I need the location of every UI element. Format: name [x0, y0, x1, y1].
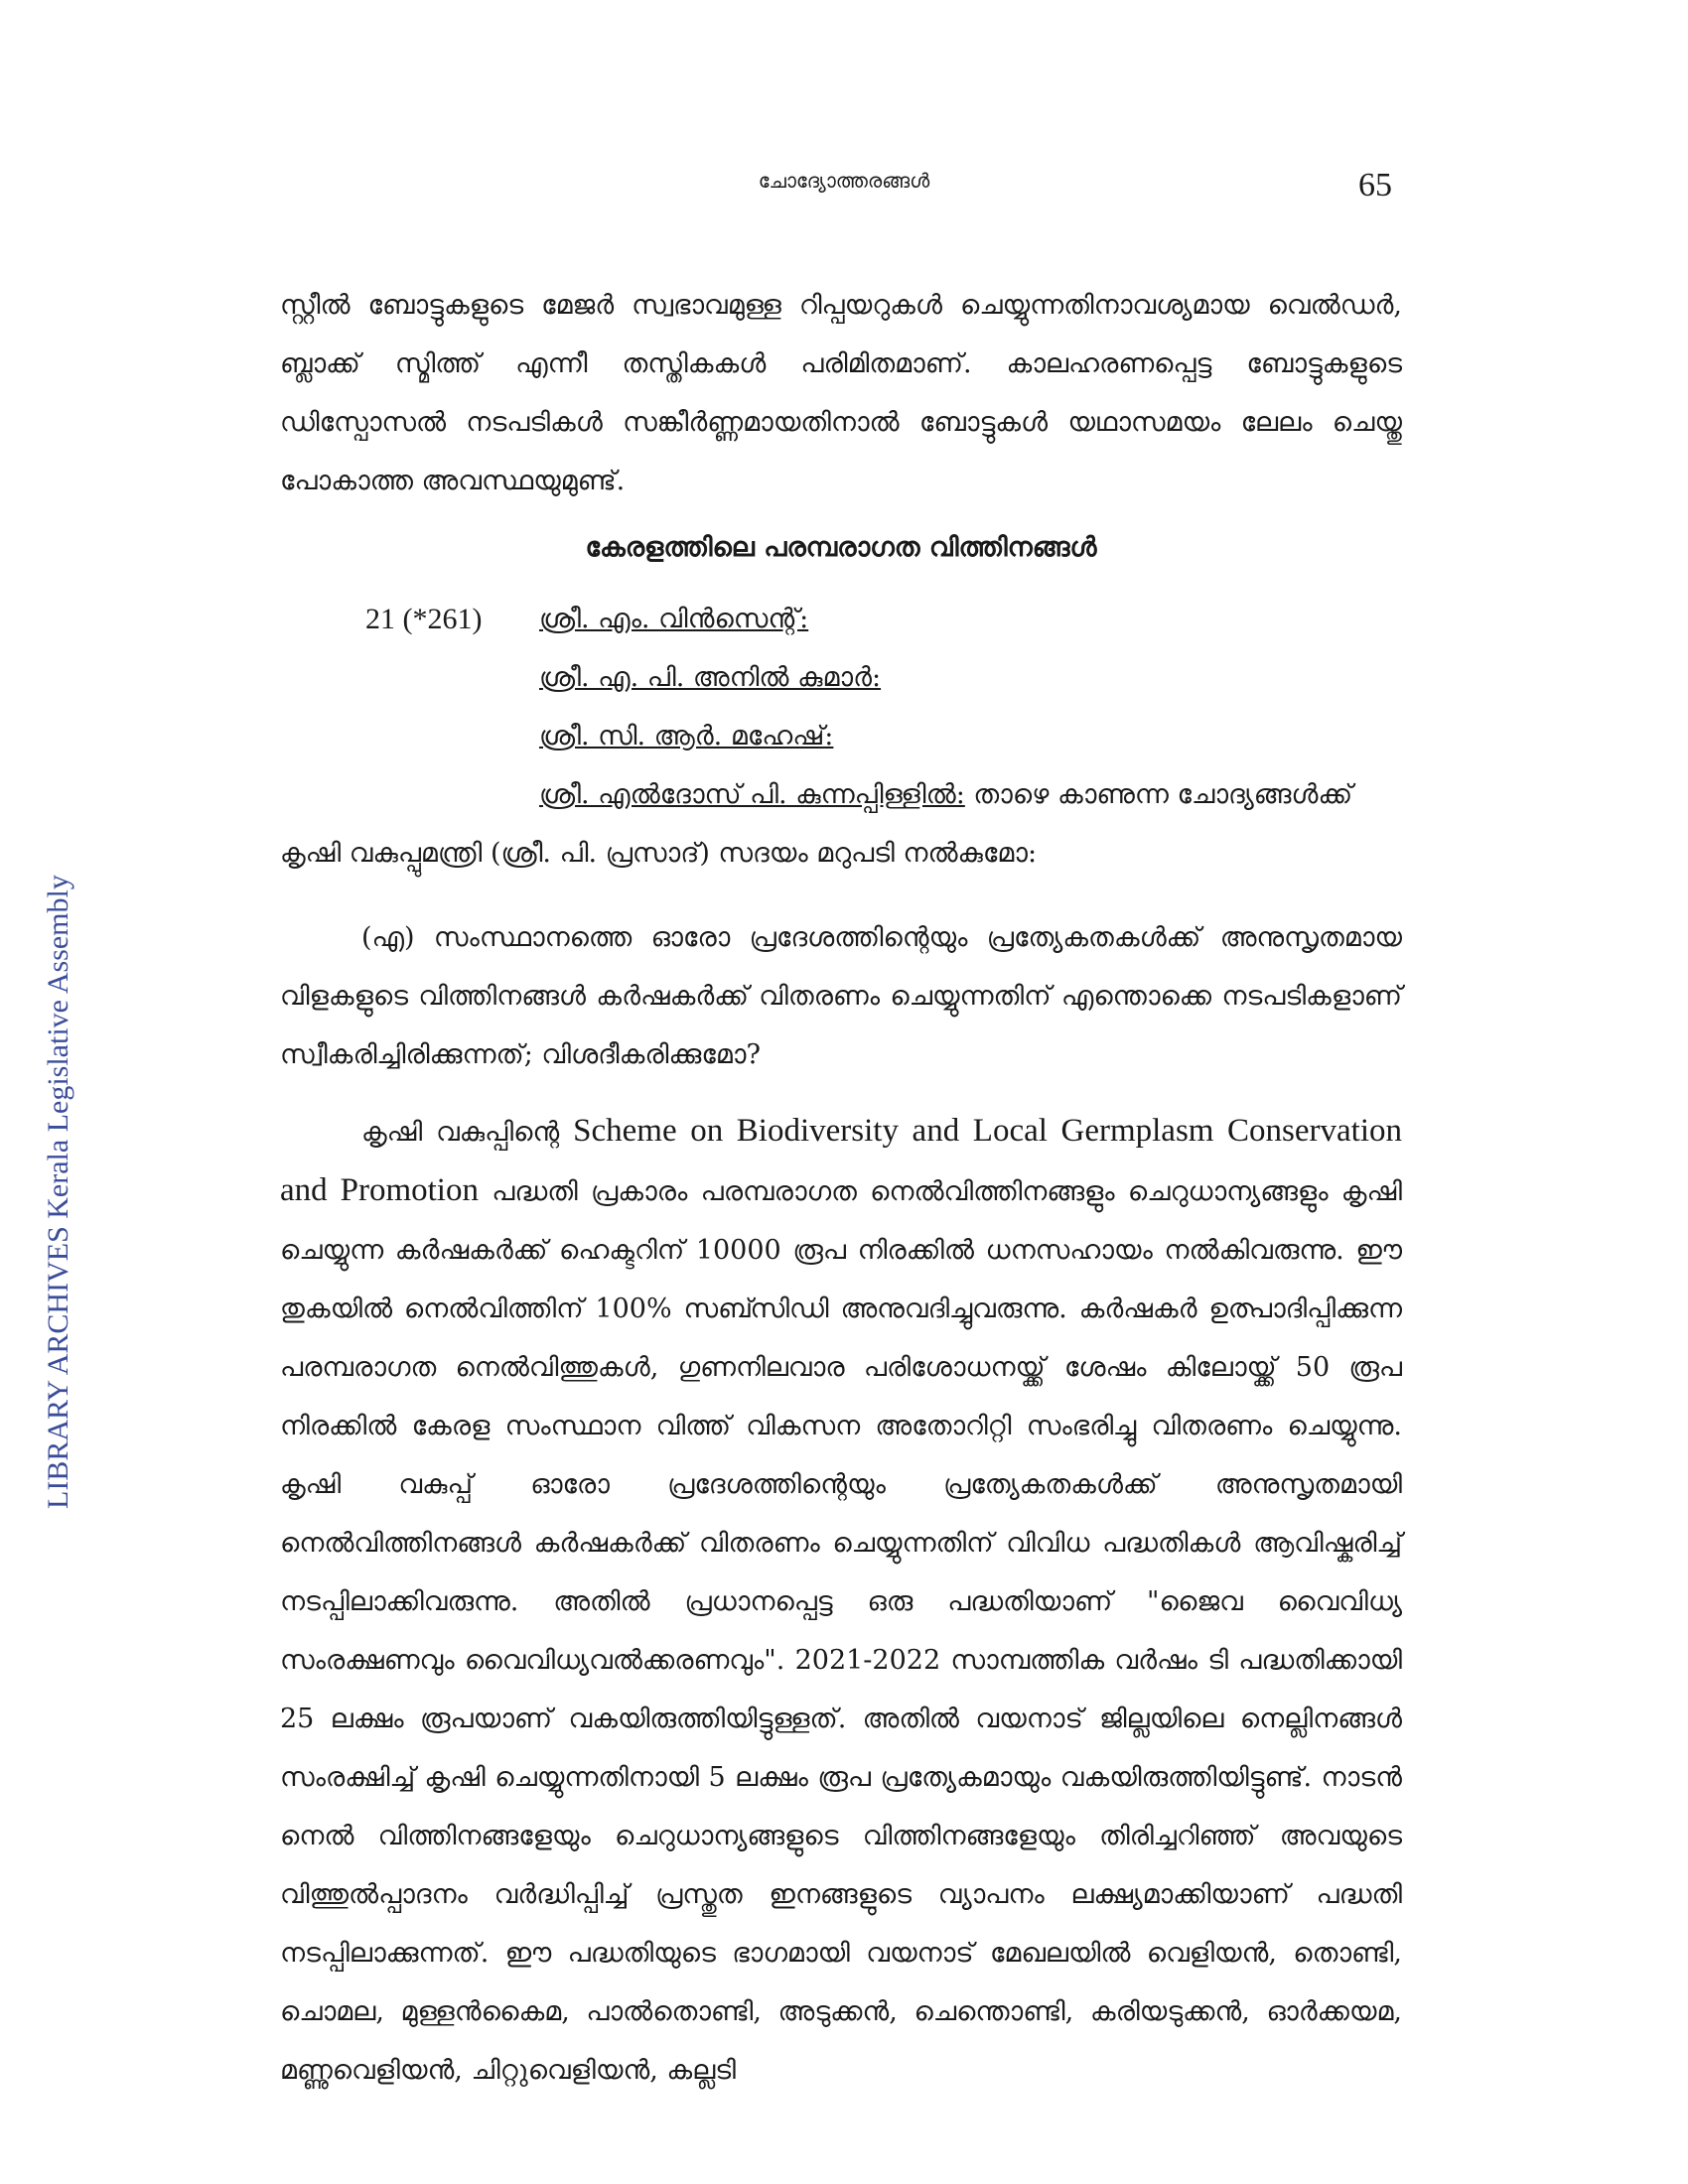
member-row [280, 765, 1402, 824]
member-name: ശ്രീ. എൽദോസ് പി. കുന്നപ്പിള്ളിൽ: [539, 779, 965, 810]
section-heading: കേരളത്തിലെ പരമ്പരാഗത വിത്തിനങ്ങൾ [585, 532, 1097, 563]
page-number: 65 [1358, 167, 1392, 204]
question-header-row [280, 590, 1402, 648]
question-block [280, 590, 1402, 883]
member-name: ശ്രീ. എം. വിൻസെന്റ്: [539, 604, 809, 634]
scheme-name: Scheme on Biodiversity and Local Germplasm Conservation and Promotion [280, 1113, 1403, 1208]
minister-line: കൃഷി വകുപ്പുമന്ത്രി (ശ്രീ. പി. പ്രസാദ്) സദയം മറുപടി നൽകുമോ: [280, 838, 1038, 869]
member-row [280, 648, 1402, 707]
member-name: ശ്രീ. എ. പി. അനിൽ കുമാർ: [539, 662, 882, 693]
page-content [280, 276, 1402, 2100]
answer-paragraph [280, 1102, 1402, 2100]
intro-paragraph: സ്റ്റീൽ ബോട്ടുകളുടെ മേജർ സ്വഭാവമുള്ള റിപ്പയറുകൾ ചെയ്യുന്നതിനാവശ്യമായ വെൽഡർ, ബ്ലാക്ക് സ്മിത്ത് എന്നീ തസ്തികകൾ പരിമിതമാണ്. കാലഹരണപ്പെട്ട ബോട്ടുകളുടെ ഡിസ്പോസൽ നടപടികൾ സങ്കീർണ്ണമായതിനാൽ ബോട്ടുകൾ യഥാസമയം ലേലം ചെയ്തു പോകാത്ത അവസ്ഥയുമുണ്ട്. [280, 290, 1402, 496]
question-number: 21 (*261) [365, 603, 483, 635]
question-prompt: താഴെ കാണുന്ന ചോദ്യങ്ങൾക്ക് [964, 779, 1353, 810]
member-name: ശ്രീ. സി. ആർ. മഹേഷ്: [539, 721, 834, 751]
archive-watermark: LIBRARY ARCHIVES Kerala Legislative Assembly [42, 875, 74, 1509]
running-title: ചോദ്യോത്തരങ്ങൾ [758, 169, 930, 193]
member-row [280, 707, 1402, 765]
sub-question-a: (എ) സംസ്ഥാനത്തെ ഓരോ പ്രദേശത്തിന്റെയും പ്രത്യേകതകൾക്ക് അനുസൃതമായ വിളകളുടെ വിത്തിനങ്ങൾ കർഷകർക്ക് വിതരണം ചെയ്യുന്നതിന് എന്തൊക്കെ നടപടികളാണ് സ്വീകരിച്ചിരിക്കുന്നത്; വിശദീകരിക്കുമോ? [280, 922, 1402, 1070]
answer-body: പദ്ധതി പ്രകാരം പരമ്പരാഗത നെൽവിത്തിനങ്ങളും ചെറുധാന്യങ്ങളും കൃഷി ചെയ്യുന്ന കർഷകർക്ക് ഹെക്ടറിന് 10000 രൂപ നിരക്കിൽ ധനസഹായം നൽകിവരുന്നു. ഈ തുകയിൽ നെൽവിത്തിന് 100% സബ്സിഡി അനുവദിച്ചുവരുന്നു. കർഷകർ ഉത്പാദിപ്പിക്കുന്ന പരമ്പരാഗത നെൽവിത്തുകൾ, ഗുണനിലവാര പരിശോധനയ്ക്ക് ശേഷം കിലോയ്ക്ക് 50 രൂപ നിരക്കിൽ കേരള സംസ്ഥാന വിത്ത് വികസന അതോറിറ്റി സംഭരിച്ചു വിതരണം ചെയ്യുന്നു. കൃഷി വകുപ്പ് ഓരോ പ്രദേശത്തിന്റെയും പ്രത്യേകതകൾക്ക് അനുസൃതമായി നെൽവിത്തിനങ്ങൾ കർഷകർക്ക് വിതരണം ചെയ്യുന്നതിന് വിവിധ പദ്ധതികൾ ആവിഷ്കരിച്ച് നടപ്പിലാക്കിവരുന്നു. അതിൽ പ്രധാനപ്പെട്ട ഒരു പദ്ധതിയാണ് "ജൈവ വൈവിധ്യ സംരക്ഷണവും വൈവിധ്യവൽക്കരണവും". 2021-2022 സാമ്പത്തിക വർഷം ടി പദ്ധതിക്കായി 25 ലക്ഷം രൂപയാണ് വകയിരുത്തിയിട്ടുള്ളത്. അതിൽ വയനാട് ജില്ലയിലെ നെല്ലിനങ്ങൾ സംരക്ഷിച്ച് കൃഷി ചെയ്യുന്നതിനായി 5 ലക്ഷം രൂപ പ്രത്യേകമായും വകയിരുത്തിയിട്ടുണ്ട്. നാടൻ നെൽ വിത്തിനങ്ങളേയും ചെറുധാന്യങ്ങളുടെ വിത്തിനങ്ങളേയും തിരിച്ചറിഞ്ഞ് അവയുടെ വിത്തുൽപ്പാദനം വർദ്ധിപ്പിച്ച് പ്രസ്തുത ഇനങ്ങളുടെ വ്യാപനം ലക്ഷ്യമാക്കിയാണ് പദ്ധതി നടപ്പിലാക്കുന്നത്. ഈ പദ്ധതിയുടെ ഭാഗമായി വയനാട് മേഖലയിൽ വെളിയൻ, തൊണ്ടി, ചൊമല, മുള്ളൻകൈമ, പാൽതൊണ്ടി, അടുക്കൻ, ചെന്തൊണ്ടി, കരിയടുക്കൻ, ഓർക്കയമ, മണ്ണുവെളിയൻ, ചിറ്റുവെളിയൻ, കല്ലടി [280, 1176, 1402, 2086]
answer-lead: കൃഷി വകുപ്പിന്റെ [361, 1117, 574, 1148]
